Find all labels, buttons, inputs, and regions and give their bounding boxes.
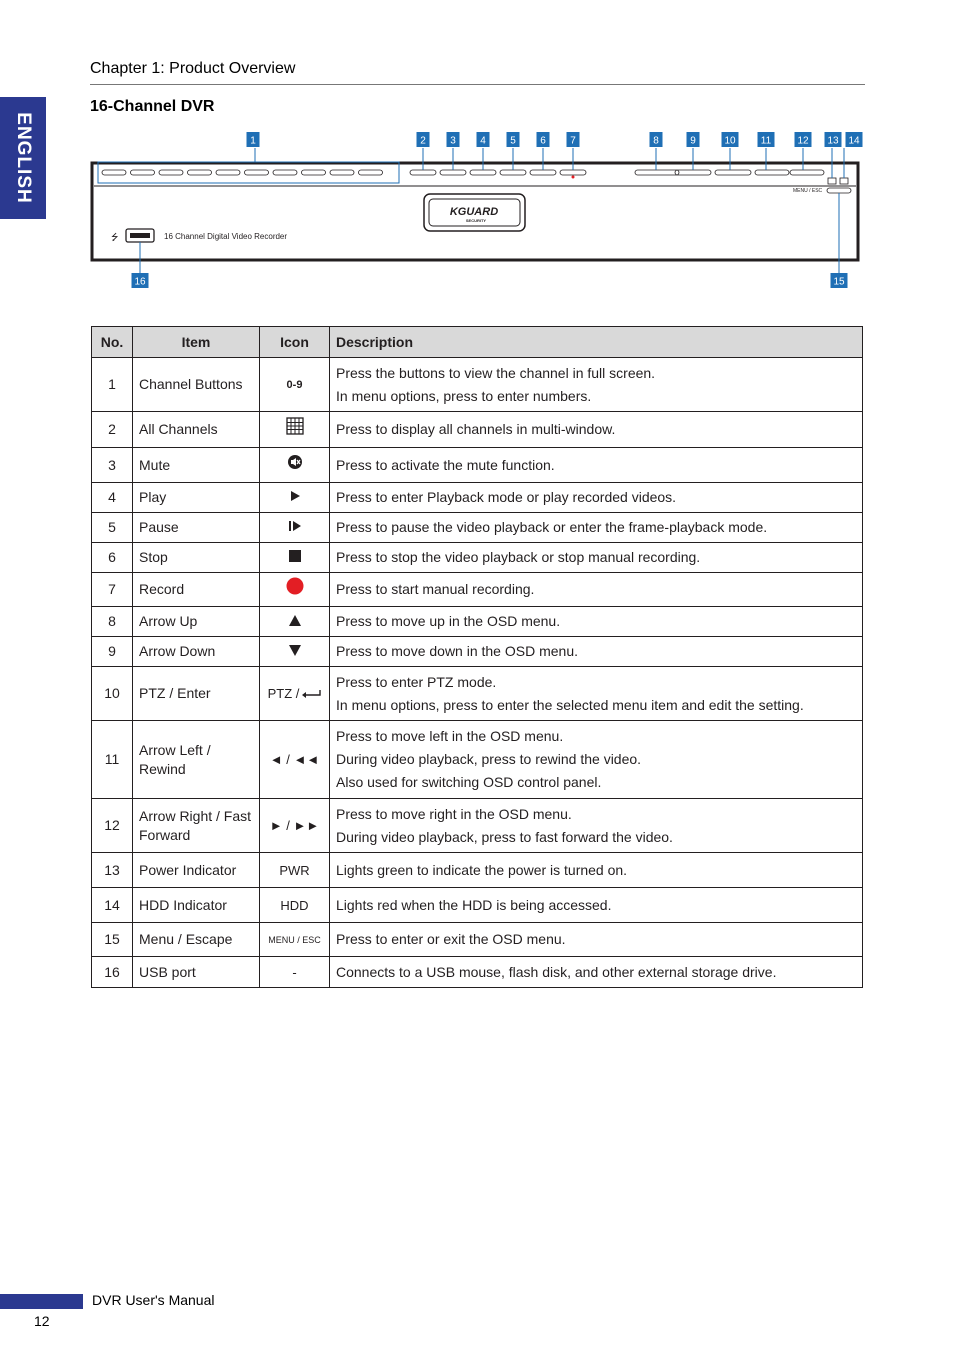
row-icon-text: [260, 923, 330, 957]
row-description: [330, 573, 863, 607]
table-row: [92, 799, 863, 853]
table-row: [92, 923, 863, 957]
description-line: In menu options, press to enter numbers.: [336, 387, 592, 404]
icon-label: 0-9: [286, 379, 303, 391]
row-number: 14: [92, 888, 133, 923]
icon-label: ◄ / ◄◄: [269, 752, 320, 767]
table-header-row: [92, 327, 863, 358]
row-number: 5: [92, 513, 133, 543]
callout-number: 6: [540, 135, 546, 147]
row-item: Play: [133, 483, 260, 513]
icon-label: HDD: [280, 897, 309, 913]
row-description: [330, 607, 863, 637]
icon-label: PTZ /: [267, 686, 300, 701]
usb-icon: ⭍: [111, 232, 119, 242]
footer-bar: [0, 1294, 83, 1309]
icon-label: -: [292, 964, 297, 980]
row-number: 7: [92, 573, 133, 607]
row-item: Arrow Down: [133, 637, 260, 667]
callout-number: 9: [690, 135, 696, 147]
table-row: [92, 412, 863, 448]
description-line: Press the buttons to view the channel in full screen.: [336, 364, 656, 381]
row-item: HDD Indicator: [133, 888, 260, 923]
row-icon-text: [260, 853, 330, 888]
row-number: 4: [92, 483, 133, 513]
description-line: Press to activate the mute function.: [336, 456, 555, 473]
table-row: [92, 483, 863, 513]
row-description: [330, 799, 863, 853]
row-number: 8: [92, 607, 133, 637]
table-row: [92, 543, 863, 573]
row-item: Stop: [133, 543, 260, 573]
callout-number: 12: [797, 135, 809, 147]
description-line: Press to enter Playback mode or play recorded videos.: [336, 489, 677, 505]
row-item: All Channels: [133, 412, 260, 448]
callout-number: 2: [420, 135, 426, 147]
row-icon-text: [260, 799, 330, 853]
table-row: [92, 513, 863, 543]
row-number: 16: [92, 957, 133, 988]
row-description: [330, 412, 863, 448]
callout-number: 4: [480, 135, 486, 147]
row-description: [330, 853, 863, 888]
row-description: [330, 513, 863, 543]
row-icon-text: [260, 358, 330, 412]
row-number: 2: [92, 412, 133, 448]
callout-number: 13: [827, 135, 839, 147]
row-description: [330, 637, 863, 667]
row-description: [330, 888, 863, 923]
row-number: 6: [92, 543, 133, 573]
table-row: [92, 667, 863, 721]
enter-icon: [299, 685, 321, 701]
callout-number: 5: [510, 135, 516, 147]
table-row: [92, 607, 863, 637]
description-line: Press to enter PTZ mode.: [336, 673, 497, 690]
dvr-front-panel-diagram: [90, 128, 865, 293]
arrow-down-icon: [260, 637, 330, 667]
brand-logo: KGUARD: [449, 206, 499, 218]
table-row: [92, 448, 863, 483]
callout-number: 10: [724, 135, 736, 147]
row-item: USB port: [133, 957, 260, 988]
description-line: Press to start manual recording.: [336, 581, 535, 597]
row-number: 13: [92, 853, 133, 888]
icon-label: MENU / ESC: [268, 935, 321, 945]
header-no: No.: [92, 327, 133, 358]
callout-number: 3: [450, 135, 456, 147]
row-icon-text: [260, 721, 330, 799]
row-icon-text: [260, 957, 330, 988]
row-item: Channel Buttons: [133, 358, 260, 412]
row-item: PTZ / Enter: [133, 667, 260, 721]
row-number: 10: [92, 667, 133, 721]
row-description: [330, 957, 863, 988]
row-description: [330, 721, 863, 799]
play-icon: [260, 483, 330, 513]
row-description: [330, 358, 863, 412]
chapter-heading: Chapter 1: Product Overview: [90, 60, 296, 77]
description-line: Press to enter or exit the OSD menu.: [336, 931, 566, 947]
callout-number: 15: [833, 276, 845, 288]
row-number: 3: [92, 448, 133, 483]
table-row: [92, 573, 863, 607]
arrow-up-icon: [260, 607, 330, 637]
icon-label: ► / ►►: [269, 818, 320, 833]
row-description: [330, 667, 863, 721]
row-number: 11: [92, 721, 133, 799]
description-line: Lights red when the HDD is being accessed.: [336, 896, 612, 913]
feature-table: [91, 326, 863, 988]
row-item: Arrow Left / Rewind: [133, 721, 260, 799]
header-description: Description: [330, 327, 863, 358]
menu-esc-label: MENU / ESC: [793, 188, 823, 194]
row-description: [330, 448, 863, 483]
row-description: [330, 923, 863, 957]
mute-icon: [260, 448, 330, 483]
usb-caption: 16 Channel Digital Video Recorder: [164, 232, 288, 241]
table-row: [92, 358, 863, 412]
table-row: [92, 888, 863, 923]
table-row: [92, 957, 863, 988]
callout-number: 8: [653, 135, 659, 147]
row-number: 1: [92, 358, 133, 412]
row-item: Record: [133, 573, 260, 607]
callout-number: 16: [134, 276, 146, 288]
description-line: During video playback, press to rewind the video.: [336, 751, 642, 767]
description-line: Press to move right in the OSD menu.: [336, 805, 572, 822]
description-line: Press to pause the video playback or enter the frame-playback mode.: [336, 519, 768, 535]
row-item: Arrow Up: [133, 607, 260, 637]
language-tab: ENGLISH: [0, 97, 46, 219]
row-item: Arrow Right / Fast Forward: [133, 799, 260, 853]
description-line: Lights green to indicate the power is turned on.: [336, 861, 628, 878]
brand-logo-sub: SECURITY: [465, 218, 487, 223]
header-icon: Icon: [260, 327, 330, 358]
chapter-divider: [90, 84, 865, 85]
record-icon: [260, 573, 330, 607]
callout-number: 1: [250, 135, 256, 147]
page-number: 12: [34, 1313, 50, 1329]
table-row: [92, 721, 863, 799]
description-line: Press to stop the video playback or stop manual recording.: [336, 549, 701, 565]
row-item: Mute: [133, 448, 260, 483]
row-item: Menu / Escape: [133, 923, 260, 957]
row-number: 12: [92, 799, 133, 853]
description-line: Press to move left in the OSD menu.: [336, 728, 564, 744]
row-icon-text: [260, 888, 330, 923]
row-item: Power Indicator: [133, 853, 260, 888]
description-line: Press to display all channels in multi-window.: [336, 421, 616, 437]
callout-number: 7: [570, 135, 576, 147]
description-line: Press to move up in the OSD menu.: [336, 613, 561, 629]
description-line: Press to move down in the OSD menu.: [336, 643, 578, 659]
description-line: Also used for switching OSD control panel.: [336, 774, 602, 790]
table-row: [92, 637, 863, 667]
description-line: Connects to a USB mouse, flash disk, and other external storage drive.: [336, 963, 777, 980]
pause-icon: [260, 513, 330, 543]
row-description: [330, 543, 863, 573]
row-number: 15: [92, 923, 133, 957]
header-item: Item: [133, 327, 260, 358]
stop-icon: [260, 543, 330, 573]
table-row: [92, 853, 863, 888]
row-number: 9: [92, 637, 133, 667]
callout-number: 11: [760, 135, 772, 147]
row-item: Pause: [133, 513, 260, 543]
description-line: During video playback, press to fast forward the video.: [336, 828, 673, 845]
record-dot: [572, 176, 575, 179]
callout-number: 14: [848, 135, 860, 147]
grid-icon: [260, 412, 330, 448]
footer-title: DVR User's Manual: [92, 1292, 215, 1308]
section-title: 16-Channel DVR: [90, 98, 215, 115]
row-icon-text: [260, 667, 330, 721]
description-line: In menu options, press to enter the selected menu item and edit the setting.: [336, 696, 804, 713]
icon-label: PWR: [279, 862, 310, 878]
row-description: [330, 483, 863, 513]
